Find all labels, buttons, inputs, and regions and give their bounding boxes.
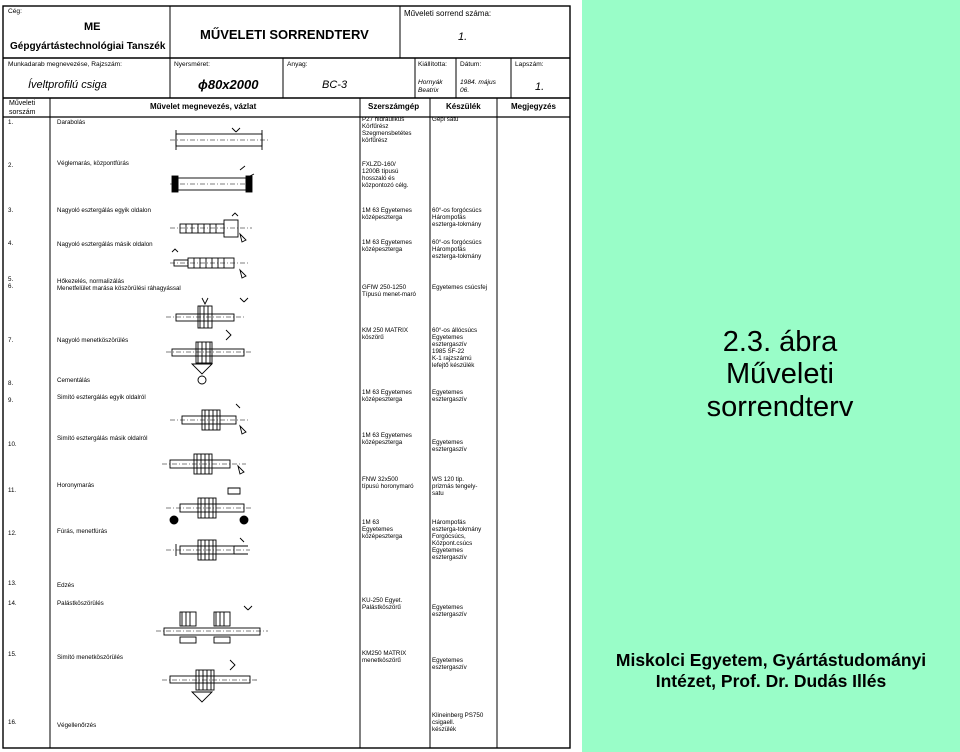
col-op-no-line-1: Műveleti (9, 100, 36, 107)
sketch-op14-shaft (156, 606, 268, 643)
op-10-machine: 1M 63 Egyetemes középesztergа (362, 432, 412, 446)
issued-by-label: Kiállította: (418, 61, 447, 68)
sketch-op7-shaft (166, 330, 252, 384)
op-1-fixture: Gépi satu (432, 116, 459, 123)
op-7-name: Nagyoló menetköszörülés (57, 337, 129, 344)
op-16-machine: Klineinberg PS750 csigaell. készülék (432, 712, 484, 733)
sheet-number: 1. (535, 81, 545, 93)
op-9-fixture: Egyetemes esztergaszív (432, 389, 467, 403)
op-11-name: Horonymarás (57, 482, 95, 489)
figure-title (600, 326, 960, 423)
sketch-op12-shaft (166, 538, 250, 560)
op-12-fixture: Hárompofás eszterga-tokmány Forgócsúcs, Központ.csúcs Egyetemes esztergaszív (432, 519, 482, 561)
credit-line-1: Miskolci Egyetem, Gyártástudományi (615, 650, 927, 670)
op-7-number: 7. (8, 337, 14, 344)
op-5-6-fixture: Egyetemes csúcsfej (432, 284, 488, 291)
sequence-no: 1. (458, 31, 468, 43)
op-2-machine: FXLZD-160/ 1200B típusú hosszaló és központozó célg. (362, 161, 409, 189)
op-9-number: 9. (8, 397, 14, 404)
sketch-op9-shaft (170, 404, 250, 434)
sketch-op1-shaft (170, 128, 270, 150)
sequence-no-label: Műveleti sorrend száma: (404, 9, 492, 18)
material: BC-3 (322, 79, 348, 91)
op-13-number: 13. (8, 580, 17, 587)
col-machine: Szerszámgép (368, 102, 420, 111)
issued-by-line-1: Hornyák (418, 79, 443, 86)
op-10-number: 10. (8, 441, 17, 448)
op-15-name: Simító menetköszörülés (57, 654, 124, 661)
op-7-fixture: 60°-os állócsúcs Egyetemes esztergaszív 1985 SF-22 K-1 rajzszámú lefejtő készülék (432, 327, 478, 369)
op-10-fixture: Egyetemes esztergaszív (432, 439, 467, 453)
op-5-6-name: Hőkezelés, normalizálás Menetfelület marása köszörülési ráhagyással (57, 278, 181, 292)
op-3-number: 3. (8, 207, 14, 214)
op-14-name: Palástköszörülés (57, 600, 104, 607)
figure-title-line-3: sorrendterv (706, 390, 854, 423)
col-op-no-line-2: sorszám (9, 109, 36, 116)
sketch-op6-shaft (166, 298, 248, 328)
col-fixture: Készülék (446, 102, 481, 111)
op-12-name: Fúrás, menetfúrás (57, 528, 108, 535)
op-15-machine: KM250 MATRIX menetköszörű (362, 650, 407, 664)
part-name-label: Munkadarab megnevezése, Rajzszám: (8, 61, 122, 68)
op-11-machine: FNW 32x500 típusú horonymaró (362, 476, 414, 490)
department: Gépgyártástechnológiai Tanszék (10, 41, 166, 52)
op-10-name: Simító esztergálás másik oldalról (57, 435, 148, 442)
sketch-op3-shaft (170, 213, 252, 242)
op-14-machine: KU-250 Egyet. Palástköszörű (362, 597, 403, 611)
op-1-machine: P27 hidraulikus Körfűrész Szegmensbetétes körfűrész (362, 116, 412, 144)
sketch-op11-shaft (166, 488, 252, 524)
date-label: Dátum: (460, 61, 482, 68)
company-name: ME (84, 21, 101, 33)
credit-line-2: Intézet, Prof. Dr. Dudás Illés (655, 671, 887, 692)
date-line-2: 06. (460, 87, 470, 94)
col-note: Megjegyzés (511, 102, 556, 111)
op-9-machine: 1M 63 Egyetemes középesztergа (362, 389, 412, 403)
sketch-op10-shaft (162, 454, 246, 474)
material-label: Anyag: (287, 61, 308, 68)
figure-title-line-2: Műveleti (726, 358, 834, 391)
op-4-fixture: 60°-os forgócsúcs Hárompofás eszterga-tokmány (432, 239, 482, 260)
document-title: MŰVELETI SORRENDTERV (200, 27, 369, 42)
op-2-number: 2. (8, 162, 14, 169)
figure-credit (582, 650, 960, 693)
issued-by-line-2: Beatrix (418, 87, 439, 94)
sketch-op15-shaft (162, 660, 258, 702)
op-16-number: 16. (8, 719, 17, 726)
op-11-fixture: WS 120 tip. prizmás tengely- satu (432, 476, 478, 497)
op-4-machine: 1M 63 Egyetemes középesztergа (362, 239, 412, 253)
op-5-6-machine: GFIW 250-1250 Típusú menet-maró (362, 284, 416, 298)
op-8-name: Cementálás (57, 377, 91, 384)
op-1-number: 1. (8, 119, 14, 126)
op-3-fixture: 60°-os forgócsúcs Hárompofás eszterga-tokmány (432, 207, 482, 228)
op-4-number: 4. (8, 240, 14, 247)
op-1-name: Darabolás (57, 119, 86, 126)
sheet-label: Lapszám: (515, 61, 544, 68)
op-4-name: Nagyoló esztergálás másik oldalon (57, 241, 153, 248)
op-13-name: Edzés (57, 582, 75, 589)
op-12-number: 12. (8, 530, 17, 537)
op-14-number: 14. (8, 600, 17, 607)
sketch-op2-shaft (170, 166, 254, 192)
raw-size: ϕ80x2000 (198, 77, 259, 92)
sketch-op4-shaft (170, 249, 250, 278)
op-9-name: Simító esztergálás egyik oldalról (57, 394, 146, 401)
op-11-number: 11. (8, 487, 17, 494)
op-14-fixture: Egyetemes esztergaszív (432, 604, 467, 618)
op-12-machine: 1M 63 Egyetemes középesztergа (362, 519, 403, 540)
op-5-6-number: 5. 6. (8, 276, 14, 290)
op-7-machine: KM 250 MATRIX köszörű (362, 327, 408, 341)
col-op-name: Művelet megnevezés, vázlat (150, 102, 257, 111)
op-16-name: Végellenőrzés (57, 722, 97, 729)
op-8-number: 8. (8, 380, 14, 387)
op-3-machine: 1M 63 Egyetemes középesztergа (362, 207, 412, 221)
date-line-1: 1984. május (460, 79, 496, 86)
op-2-name: Véglemarás, központfúrás (57, 160, 129, 167)
part-name: Íveltprofilú csiga (28, 79, 107, 91)
op-15-fixture: Egyetemes esztergaszív (432, 657, 467, 671)
op-15-number: 15. (8, 651, 17, 658)
op-3-name: Nagyoló esztergálás egyik oldalon (57, 207, 151, 214)
figure-number: 2.3. ábra (722, 326, 838, 358)
company-label: Cég: (8, 8, 22, 15)
raw-size-label: Nyersméret: (174, 61, 210, 68)
